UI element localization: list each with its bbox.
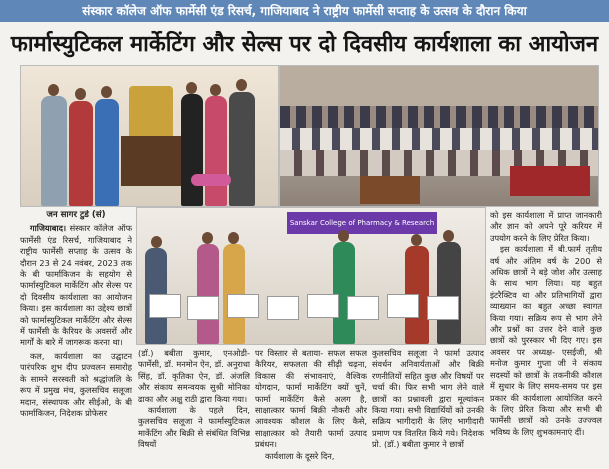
column-5-text-2: इस कार्यशाला में बी.फार्म तृतीय वर्ष और अंतिम वर्ष के 200 से अधिक छात्रों ने बड़े जोश और उत्साह के साथ भाग लिया। यह बहुत इंटरैक्टिव था और प्रतिभागियों द्वारा व्याख्यान का बहुत अच्छा स्वागत किया गया। सक्रिय रूप से भाग लेने और प्रश्नों का उत्तर देने वाले कुछ छात्रों को पुरस्कार भी दिए गए। इस अवसर पर अध्यक्ष- एसईजी, श्री मनोज कुमार गुप्ता जी ने संकाय सदस्यों को छात्रों के तकनीकी कौशल में सुधार के लिए समय-समय पर इस प्रकार की कार्यशाला आयोजित करने के लिए प्रेरित किया और सभी बी फार्मेसी छात्रों को उनके उज्ज्वल भविष्य के लिए शुभकामनाएं दीं। bbox=[490, 244, 602, 437]
byline: जन सागर टुडे (सं) bbox=[46, 210, 106, 220]
headline: फार्मास्युटिकल मार्केटिंग और सेल्स पर दो दिवसीय कार्यशाला का आयोजन bbox=[10, 31, 599, 57]
column-5-text: को इस कार्यशाला में प्राप्त जानकारी और ज्ञान को अपने पूरे करियर में उपयोग करने के लिए प्रेरित किया। bbox=[490, 210, 602, 243]
column-2-text-2: कार्यशाला के पहले दिन, कुलसचिव सलूजा ने फार्मास्युटिकल मार्केटिंग और बिक्री से संबंधित विभिन्न विषयों bbox=[138, 405, 250, 450]
column-3-text: पर विस्तार से बताया- सफल सफल कैरियर, सफलता की सीढ़ी चढ़ना, विकास की संभावनाएं, वैश्विक योगदान, फार्मा मार्केटिंग क्यों चुनें, फार्मा मार्केटिंग कैसे अलग है, साक्षात्कार फार्मा बिक्री नौकरी और आवश्यक कौशल के लिए कैसे, साक्षात्कार को तैयारी फार्मा उत्पाद प्रबंधन। bbox=[255, 348, 367, 450]
column-1-text: संस्कार कॉलेज ऑफ फार्मेसी एंड रिसर्च, गाजियाबाद ने राष्ट्रीय फार्मेसी सप्ताह के उत्सव के दौरान 23 से 24 नवंबर, 2023 तक के बी फार्माकिजन के सहयोग से फार्मास्युटिकल मार्केटिंग और सेल्स पर दो दिवसीय कार्यशाला का आयोजन किया। इस कार्यशाला का उद्देश्य छात्रों को फार्मास्युटिकल मार्केटिंग और सेल्स में फार्मेसी के कैरियर के अवसरों और मार्गों के बारे में जागरूक करना था। bbox=[20, 223, 132, 348]
column-1-text-2: कल, कार्यशाला का उद्घाटन पारंपरिक शुभ दीप प्रज्वलन समारोह के सामने सरस्वती को श्रद्धांजलि के रूप में प्रमुख मंच, कुलसचिव सलूजा मदान, संस्थापक और सीईओ, के बी फार्माकिजन, निदेशक प्रोफेसर bbox=[20, 350, 132, 418]
column-4-text: कुलसचिव सलूजा ने फार्मा उत्पाद संवर्धन अनिवार्यताओं और बिक्री रणनीतियों सहित कुछ और विषयों पर चर्चा की। फिर सभी भाग लेने वाले छात्रों का प्रश्नावली द्वारा मूल्यांकन किया गया। सभी विद्यार्थियों को उनकी सक्रिय भागीदारी के लिए भागीदारी प्रमाण पत्र वितरित किये गये। निदेशक प्रो. (डॉ.) बबीता कुमार ने छात्रों bbox=[372, 348, 484, 450]
photo-dignitaries bbox=[20, 65, 279, 207]
banner-college-name: Sanskar College of Pharmacy & Research bbox=[287, 212, 437, 234]
dateline: गाजियाबाद। bbox=[30, 223, 67, 234]
article-column-5 bbox=[490, 210, 602, 465]
article-column-1 bbox=[20, 210, 132, 465]
kicker-strip: संस्कार कॉलेज ऑफ फार्मेसी एंड रिसर्च, गाजियाबाद ने राष्ट्रीय फार्मेसी सप्ताह के उत्सव के दौरान किया bbox=[0, 0, 609, 22]
photo-students-certificates bbox=[136, 207, 486, 345]
photo-audience bbox=[279, 65, 599, 207]
article-column-2 bbox=[138, 348, 250, 468]
column-3-text-2: कार्यशाला के दूसरे दिन, bbox=[265, 450, 335, 461]
article-column-4 bbox=[372, 348, 484, 468]
column-2-text: (डॉ.) बबीता कुमार, एनओडी- फार्मेसी, डॉ. मनमोन ऐन, डॉ. अनुराधा सिंह, डॉ. कृतिका ऐन, डॉ. अंजलि और संकाय समन्वयक सुश्री मोनिका ढाका और अक्षु राठी द्वारा किया गया। bbox=[138, 348, 250, 404]
article-column-3 bbox=[255, 348, 367, 468]
